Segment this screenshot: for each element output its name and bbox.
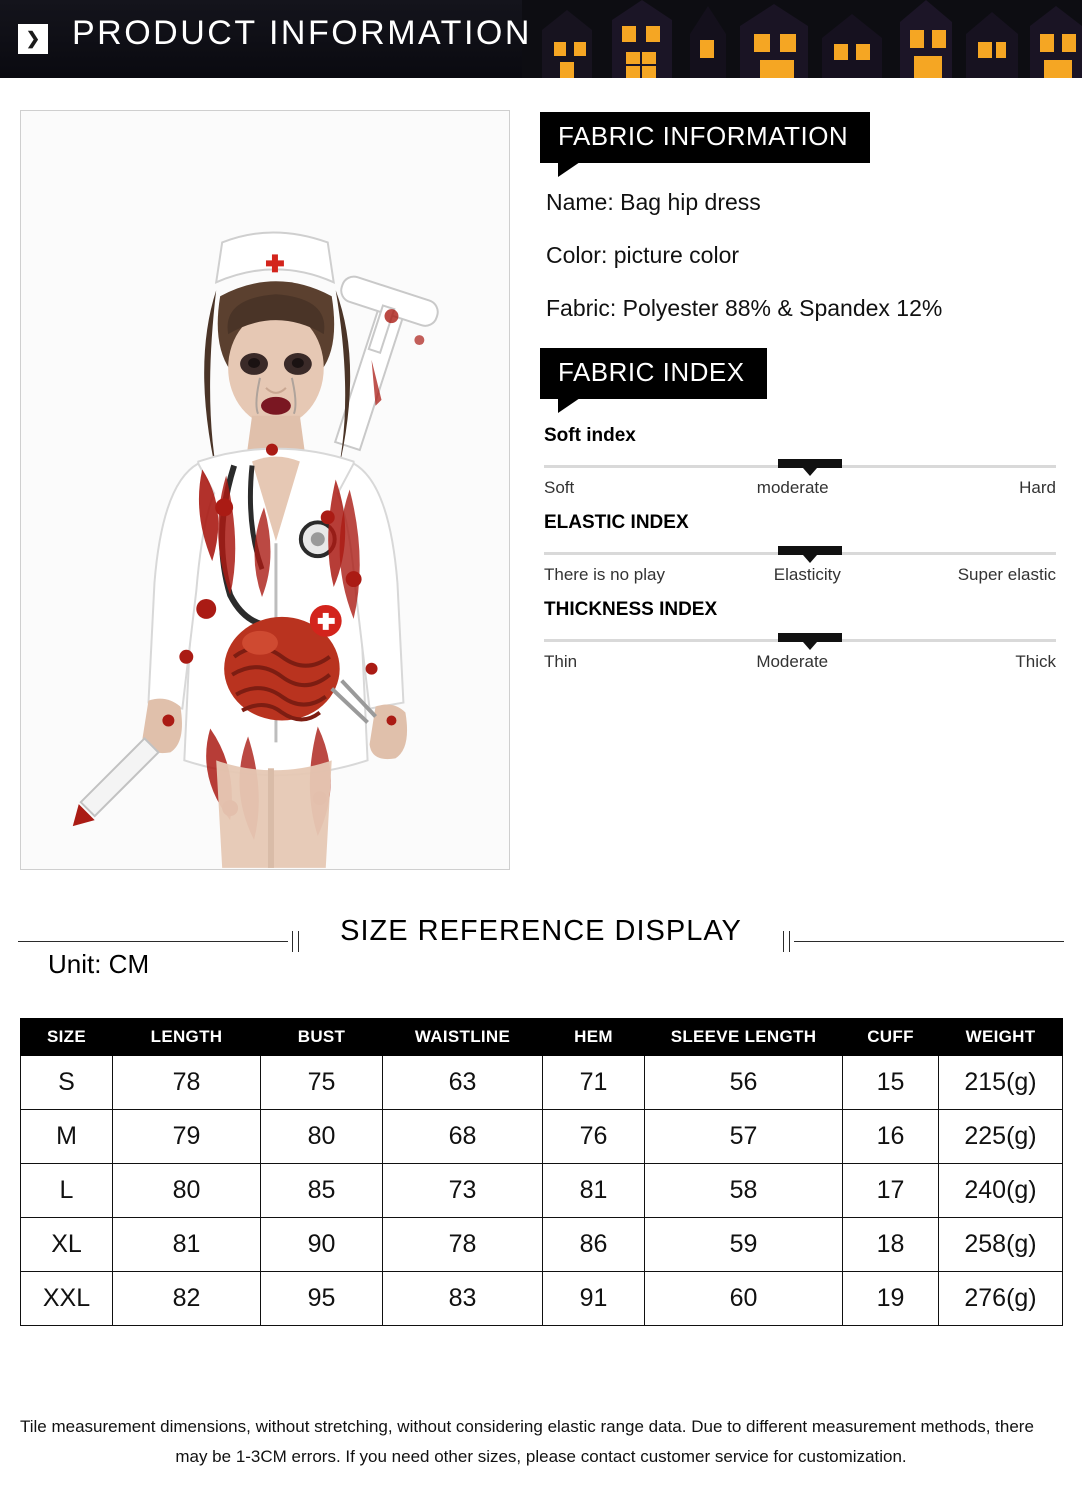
table-header-row xyxy=(21,1019,1063,1056)
cell-cuff: 15 xyxy=(843,1056,939,1110)
fabric-information-tag: FABRIC INFORMATION xyxy=(540,112,870,163)
elastic-index-labels xyxy=(540,565,1060,585)
cell-waistline: 68 xyxy=(383,1110,543,1164)
cell-weight: 215(g) xyxy=(939,1056,1063,1110)
col-size: SIZE xyxy=(21,1019,113,1056)
page-header-banner xyxy=(0,0,1082,78)
footnote-line-2: may be 1-3CM errors. If you need other sizes, please contact customer service for customization. xyxy=(175,1447,907,1466)
tick-right-b xyxy=(783,931,784,952)
cell-waistline: 78 xyxy=(383,1218,543,1272)
cell-cuff: 17 xyxy=(843,1164,939,1218)
soft-index-marker xyxy=(778,459,842,468)
cell-cuff: 16 xyxy=(843,1110,939,1164)
cell-sleeve-length: 59 xyxy=(645,1218,843,1272)
spec-name: Name: Bag hip dress xyxy=(546,189,761,215)
cell-weight: 240(g) xyxy=(939,1164,1063,1218)
cell-length: 79 xyxy=(113,1110,261,1164)
cell-bust: 95 xyxy=(261,1272,383,1326)
cell-bust: 80 xyxy=(261,1110,383,1164)
elastic-index-label-left: There is no play xyxy=(544,565,665,584)
cell-weight: 258(g) xyxy=(939,1218,1063,1272)
soft-index-label-right: Hard xyxy=(1019,478,1056,497)
cell-bust: 75 xyxy=(261,1056,383,1110)
cell-waistline: 63 xyxy=(383,1056,543,1110)
col-sleeve-length: SLEEVE LENGTH xyxy=(645,1019,843,1056)
soft-index-label-mid: moderate xyxy=(756,478,829,497)
col-waistline: WAISTLINE xyxy=(383,1019,543,1056)
size-table xyxy=(20,1018,1063,1326)
soft-index-bar xyxy=(544,465,1056,468)
footnote-line-1: Tile measurement dimensions, without stretching, without considering elastic range data. Due to different measurement methods, there xyxy=(20,1417,1034,1436)
thickness-index-label-mid: Moderate xyxy=(756,652,829,671)
cell-bust: 90 xyxy=(261,1218,383,1272)
fabric-information-tag-wrap xyxy=(540,112,1060,163)
cell-hem: 76 xyxy=(543,1110,645,1164)
thickness-index-label-right: Thick xyxy=(1015,652,1056,671)
size-reference-title: SIZE REFERENCE DISPLAY xyxy=(340,915,742,947)
elastic-index-title: ELASTIC INDEX xyxy=(544,512,689,533)
cell-cuff: 19 xyxy=(843,1272,939,1326)
cell-sleeve-length: 58 xyxy=(645,1164,843,1218)
cell-weight: 276(g) xyxy=(939,1272,1063,1326)
thickness-index-marker xyxy=(778,633,842,642)
soft-index-block xyxy=(540,425,1060,498)
cell-sleeve-length: 56 xyxy=(645,1056,843,1110)
table-row xyxy=(21,1164,1063,1218)
thickness-index-bar xyxy=(544,639,1056,642)
col-length: LENGTH xyxy=(113,1019,261,1056)
cell-length: 80 xyxy=(113,1164,261,1218)
soft-index-title: Soft index xyxy=(544,425,636,446)
product-photo xyxy=(20,110,510,870)
thickness-index-labels xyxy=(540,652,1060,672)
cell-hem: 86 xyxy=(543,1218,645,1272)
costume-model-illustration xyxy=(21,111,509,868)
page-title: PRODUCT INFORMATION xyxy=(72,14,532,52)
spec-color: Color: picture color xyxy=(546,242,740,268)
col-weight: WEIGHT xyxy=(939,1019,1063,1056)
soft-index-labels xyxy=(540,478,1060,498)
cell-size: XXL xyxy=(21,1272,113,1326)
elastic-index-label-mid: Elasticity xyxy=(773,565,841,584)
table-row xyxy=(21,1056,1063,1110)
cell-size: M xyxy=(21,1110,113,1164)
cell-weight: 225(g) xyxy=(939,1110,1063,1164)
chevron-right-icon: ❯ xyxy=(18,24,48,54)
cell-waistline: 83 xyxy=(383,1272,543,1326)
thickness-index-block xyxy=(540,599,1060,672)
spec-fabric: Fabric: Polyester 88% & Spandex 12% xyxy=(546,295,943,321)
elastic-index-bar xyxy=(544,552,1056,555)
soft-index-label-left: Soft xyxy=(544,478,575,497)
cell-waistline: 73 xyxy=(383,1164,543,1218)
cell-length: 78 xyxy=(113,1056,261,1110)
cell-hem: 91 xyxy=(543,1272,645,1326)
cell-sleeve-length: 57 xyxy=(645,1110,843,1164)
table-row xyxy=(21,1110,1063,1164)
elastic-index-block xyxy=(540,512,1060,585)
col-bust: BUST xyxy=(261,1019,383,1056)
unit-label: Unit: CM xyxy=(48,949,150,979)
cell-sleeve-length: 60 xyxy=(645,1272,843,1326)
cell-bust: 85 xyxy=(261,1164,383,1218)
col-hem: HEM xyxy=(543,1019,645,1056)
tick-right-a xyxy=(789,931,790,952)
cell-size: S xyxy=(21,1056,113,1110)
cell-size: L xyxy=(21,1164,113,1218)
cell-cuff: 18 xyxy=(843,1218,939,1272)
table-row xyxy=(21,1218,1063,1272)
elastic-index-marker xyxy=(778,546,842,555)
cell-size: XL xyxy=(21,1218,113,1272)
thickness-index-title: THICKNESS INDEX xyxy=(544,599,718,620)
cell-hem: 81 xyxy=(543,1164,645,1218)
measurement-footnote xyxy=(20,1412,1062,1472)
cell-length: 81 xyxy=(113,1218,261,1272)
fabric-index-tag: FABRIC INDEX xyxy=(540,348,767,399)
fabric-index-tag-wrap xyxy=(540,348,1060,399)
size-reference-header xyxy=(0,905,1082,979)
haunted-houses-icon xyxy=(522,0,1082,78)
cell-hem: 71 xyxy=(543,1056,645,1110)
col-cuff: CUFF xyxy=(843,1019,939,1056)
rule-right xyxy=(794,941,1064,942)
fabric-info-column xyxy=(540,112,1060,686)
cell-length: 82 xyxy=(113,1272,261,1326)
thickness-index-label-left: Thin xyxy=(544,652,578,671)
elastic-index-label-right: Super elastic xyxy=(957,565,1056,584)
table-row xyxy=(21,1272,1063,1326)
